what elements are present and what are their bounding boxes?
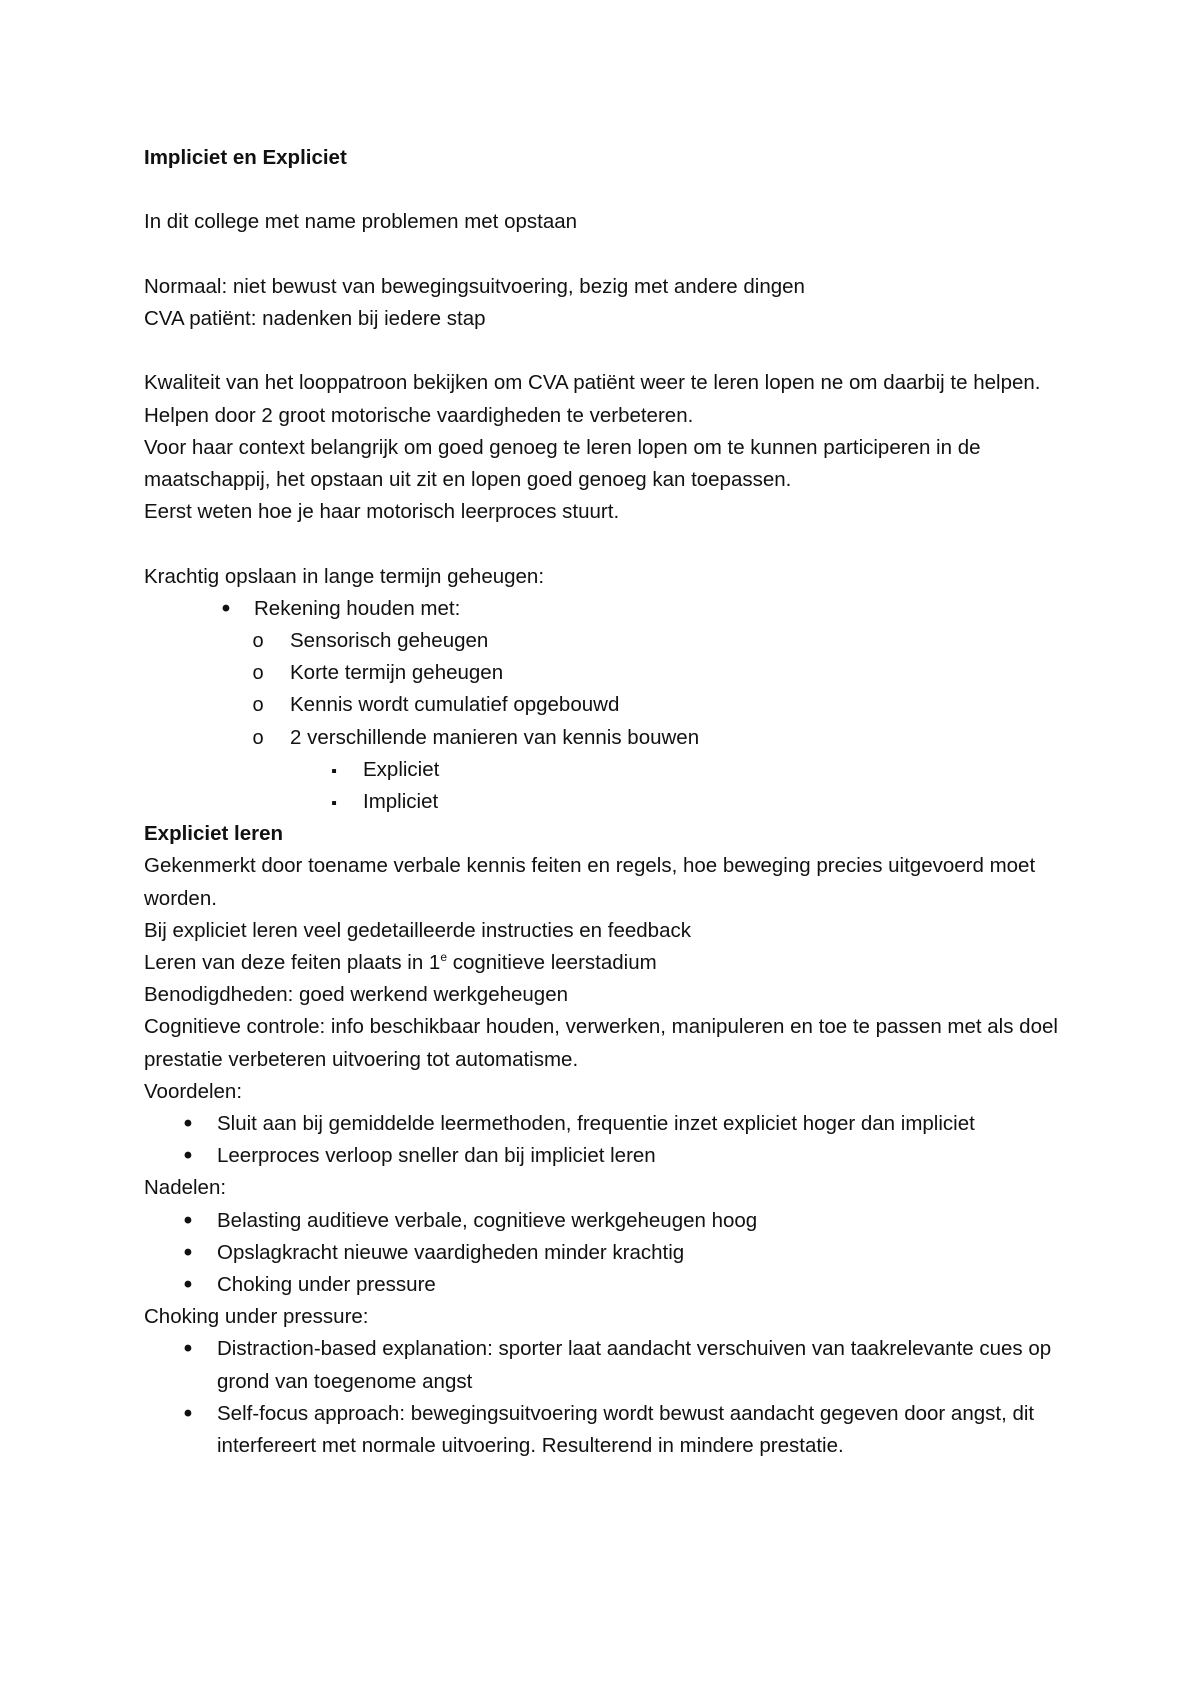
explicit-heading: Expliciet leren [144,822,284,846]
list-item-text: Rekening houden met: [254,596,461,620]
intro-line: In dit college met name problemen met opstaan [144,210,578,234]
list-item-text: Sensorisch geheugen [290,628,489,652]
list-item-text: Expliciet [363,757,440,781]
explicit-line: Gekenmerkt door toename verbale kennis feiten en regels, hoe beweging precies uitgevoerd moet worden. [144,854,1036,910]
list-item-text: Kennis wordt cumulatief opgebouwd [290,693,620,717]
spacer [144,174,1080,206]
bullet-icon [178,1237,198,1270]
circle-bullet-icon [248,722,268,754]
list-item [144,1108,1080,1140]
cva-line: CVA patiënt: nadenken bij iedere stap [144,306,486,330]
list-item [144,1398,1080,1462]
square-bullet-icon [324,786,344,820]
list-item [144,1333,1080,1397]
list-item [144,786,1080,818]
list-item-text: Choking under pressure [217,1273,436,1297]
list-item [144,1237,1080,1269]
list-item [144,1269,1080,1301]
list-item-text: Belasting auditieve verbale, cognitieve werkgeheugen hoog [217,1208,758,1232]
list-item-text: Opslagkracht nieuwe vaardigheden minder krachtig [217,1240,685,1264]
explicit-line-part: Leren van deze feiten plaats in 1 [144,951,441,975]
circle-bullet-icon [248,625,268,657]
explicit-line: Cognitieve controle: info beschikbaar houden, verwerken, manipuleren en toe te passen met als doel prestatie verbeteren uitvoering tot automatisme. [144,1015,1058,1071]
spacer [144,528,1080,560]
list-item-text: Self-focus approach: bewegingsuitvoering wordt bewust aandacht gegeven door angst, dit interfereert met normale uitvoering. Resulterend in mindere prestatie. [217,1401,1035,1458]
list-item [144,1140,1080,1172]
choking-list [144,1333,1080,1462]
superscript: e [440,950,448,965]
bullet-icon [178,1108,198,1141]
explicit-line [144,947,1080,979]
paragraph-line: Eerst weten hoe je haar motorisch leerproces stuurt. [144,500,620,524]
explicit-line: Benodigdheden: goed werkend werkgeheugen [144,983,569,1007]
bullet-icon [178,1398,198,1431]
memory-list [144,593,1080,818]
circle-bullet-icon [248,689,268,721]
paragraph-line: Voor haar context belangrijk om goed genoeg te leren lopen om te kunnen participeren in de maatschappij, het opstaan uit zit en lopen goed genoeg kan toepassen. [144,435,981,491]
document-title: Impliciet en Expliciet [144,146,347,169]
bullet-icon [178,1205,198,1238]
list-item [144,754,1080,786]
list-item [144,689,1080,721]
list-item-text: Distraction-based explanation: sporter laat aandacht verschuiven van taakrelevante cues op grond van toegenome angst [217,1337,1052,1393]
advantages-heading: Voordelen: [144,1079,243,1103]
bullet-icon [178,1269,198,1302]
paragraph-line: Kwaliteit van het looppatroon bekijken om CVA patiënt weer te leren lopen ne om daarbij te helpen. [144,371,1041,395]
bullet-icon [216,593,236,626]
normal-line: Normaal: niet bewust van bewegingsuitvoering, bezig met andere dingen [144,274,805,298]
advantages-list [144,1108,1080,1172]
list-item-text: Korte termijn geheugen [290,661,504,685]
spacer [144,335,1080,367]
list-item [144,625,1080,657]
disadvantages-heading: Nadelen: [144,1176,227,1200]
list-item [144,722,1080,754]
spacer [144,239,1080,271]
list-item-text: Impliciet [363,790,439,813]
list-item [144,1205,1080,1237]
paragraph-line: Helpen door 2 groot motorische vaardigheden te verbeteren. [144,403,694,427]
circle-bullet-icon [248,657,268,689]
list-item [144,657,1080,689]
list-item [144,593,1080,625]
list-item-text: 2 verschillende manieren van kennis bouwen [290,725,700,749]
bullet-icon [178,1333,198,1366]
list-item-text: Leerproces verloop sneller dan bij impliciet leren [217,1144,656,1168]
list-item-text: Sluit aan bij gemiddelde leermethoden, frequentie inzet expliciet hoger dan impliciet [217,1112,975,1136]
memory-heading: Krachtig opslaan in lange termijn geheugen: [144,564,545,588]
explicit-line-part: cognitieve leerstadium [447,951,657,975]
choking-heading: Choking under pressure: [144,1305,369,1329]
square-bullet-icon [324,754,344,788]
explicit-line: Bij expliciet leren veel gedetailleerde instructies en feedback [144,918,691,942]
bullet-icon [178,1140,198,1173]
disadvantages-list [144,1205,1080,1302]
